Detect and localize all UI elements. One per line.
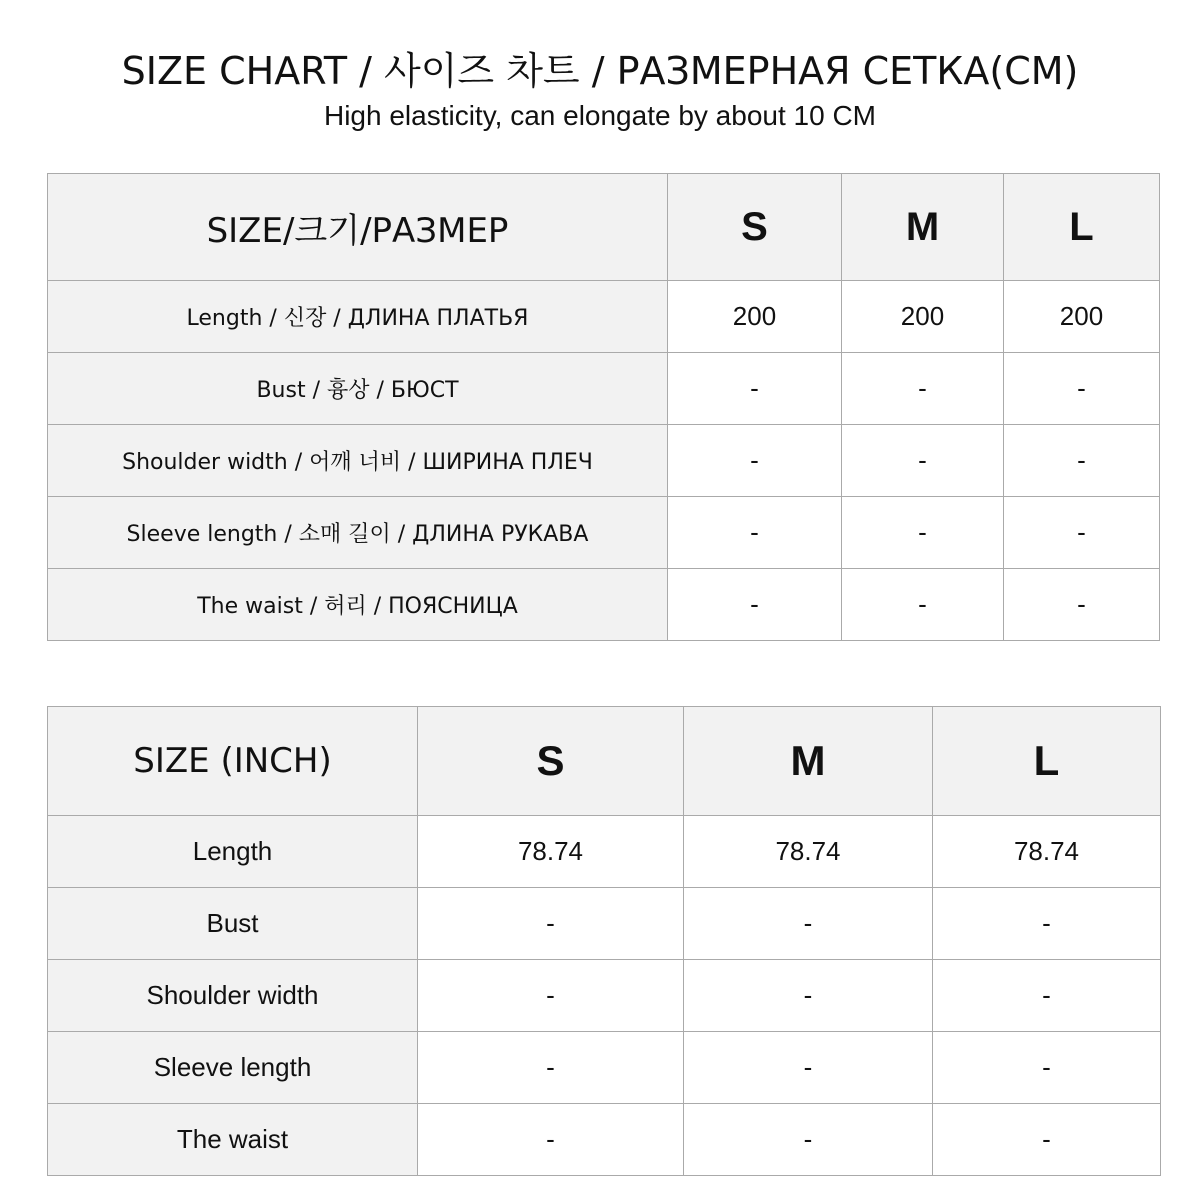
- size-table-cm: [47, 173, 1160, 641]
- row-label: The waist / 허리 / ПОЯСНИЦА: [48, 569, 668, 641]
- cell-value: 78.74: [418, 816, 684, 888]
- cell-value: -: [418, 1032, 684, 1104]
- page-title: SIZE CHART / 사이즈 차트 / РАЗМЕРНАЯ СЕТКА(CM): [121, 49, 1079, 93]
- row-label: Shoulder width / 어깨 너비 / ШИРИНА ПЛЕЧ: [48, 425, 668, 497]
- cell-value: -: [842, 569, 1004, 641]
- cell-value: -: [418, 1104, 684, 1176]
- table-row-shoulder-width: [48, 960, 1161, 1032]
- cell-value: 200: [668, 281, 842, 353]
- cell-value: -: [933, 1104, 1161, 1176]
- table-row-bust: [48, 888, 1161, 960]
- table-row-waist: [48, 1104, 1161, 1176]
- row-label: Sleeve length: [48, 1032, 418, 1104]
- table-row-length: [48, 816, 1161, 888]
- cell-value: -: [684, 888, 933, 960]
- table-row-length: [48, 281, 1160, 353]
- size-corner-label: SIZE (INCH): [48, 707, 418, 816]
- size-column-header-l: L: [1004, 174, 1160, 281]
- table-row-waist: [48, 569, 1160, 641]
- size-column-header-m: M: [842, 174, 1004, 281]
- table-header-row: [48, 707, 1161, 816]
- size-column-header-s: S: [418, 707, 684, 816]
- row-label: Length / 신장 / ДЛИНА ПЛАТЬЯ: [48, 281, 668, 353]
- row-label: Bust: [48, 888, 418, 960]
- row-label: Shoulder width: [48, 960, 418, 1032]
- row-label: Sleeve length / 소매 길이 / ДЛИНА РУКАВА: [48, 497, 668, 569]
- cell-value: 78.74: [684, 816, 933, 888]
- table-row-sleeve-length: [48, 497, 1160, 569]
- size-corner-label: SIZE/크기/РАЗМЕР: [48, 174, 668, 281]
- cell-value: -: [933, 960, 1161, 1032]
- cell-value: -: [1004, 425, 1160, 497]
- cell-value: -: [684, 1032, 933, 1104]
- cell-value: -: [1004, 497, 1160, 569]
- row-label: The waist: [48, 1104, 418, 1176]
- cell-value: 200: [1004, 281, 1160, 353]
- cell-value: -: [933, 1032, 1161, 1104]
- size-column-header-s: S: [668, 174, 842, 281]
- cell-value: -: [668, 353, 842, 425]
- table-row-sleeve-length: [48, 1032, 1161, 1104]
- cell-value: -: [842, 497, 1004, 569]
- cell-value: -: [1004, 569, 1160, 641]
- cell-value: -: [1004, 353, 1160, 425]
- cell-value: -: [668, 425, 842, 497]
- table-row-shoulder-width: [48, 425, 1160, 497]
- size-table-inch: [47, 706, 1161, 1176]
- cell-value: 78.74: [933, 816, 1161, 888]
- cell-value: -: [842, 425, 1004, 497]
- cell-value: -: [668, 497, 842, 569]
- cell-value: -: [418, 888, 684, 960]
- table-header-row: [48, 174, 1160, 281]
- page-subtitle: High elasticity, can elongate by about 10 CM: [323, 100, 876, 131]
- table-row-bust: [48, 353, 1160, 425]
- cell-value: -: [842, 353, 1004, 425]
- cell-value: -: [668, 569, 842, 641]
- size-column-header-m: M: [684, 707, 933, 816]
- row-label: Bust / 흉상 / БЮСТ: [48, 353, 668, 425]
- size-column-header-l: L: [933, 707, 1161, 816]
- row-label: Length: [48, 816, 418, 888]
- cell-value: -: [418, 960, 684, 1032]
- cell-value: -: [933, 888, 1161, 960]
- cell-value: -: [684, 1104, 933, 1176]
- cell-value: 200: [842, 281, 1004, 353]
- cell-value: -: [684, 960, 933, 1032]
